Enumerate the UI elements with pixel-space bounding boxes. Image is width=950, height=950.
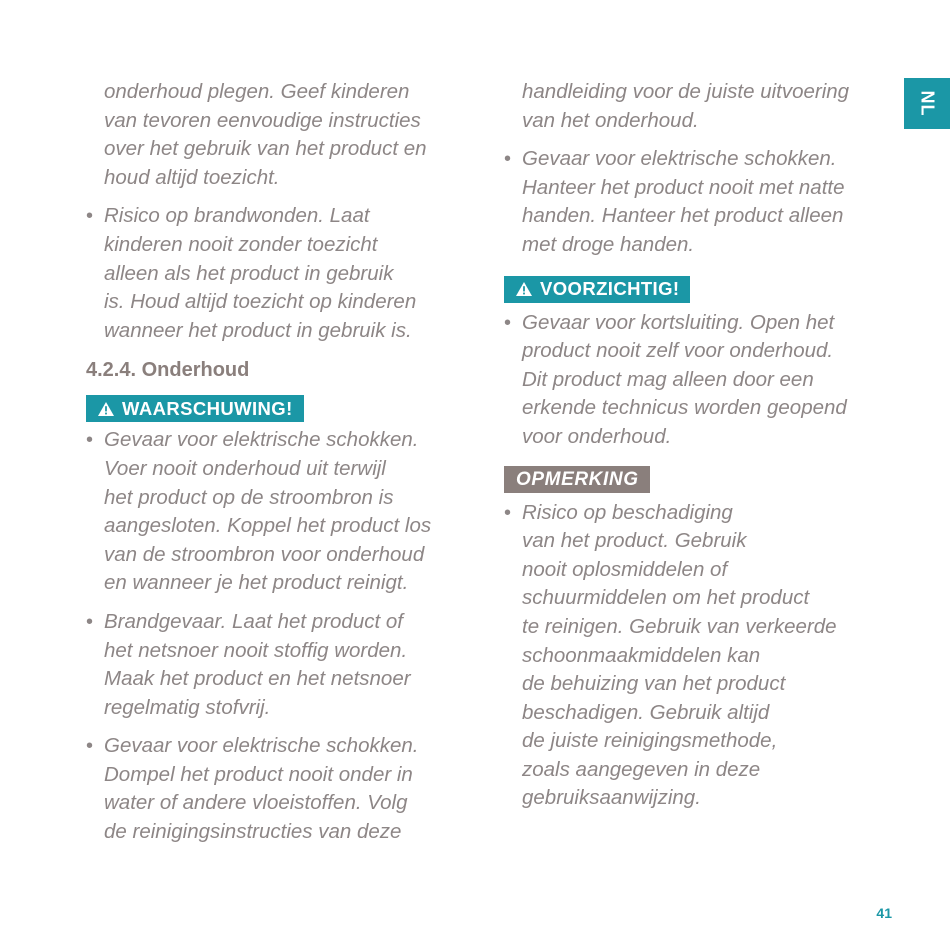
warning-label: WAARSCHUWING! xyxy=(122,397,293,419)
bullet-text: Risico op beschadiging van het product. Gebruik nooit oplosmiddelen of schuurmiddelen om het product te reinigen. Gebruik van verkeerde schoonmaakmiddelen kan de behuizing van het product beschadigen. Gebruik altijd de juiste reinigingsmethode, zoals aangegeven in deze gebruiksaanwijzing. xyxy=(522,500,837,810)
left-intro-paragraph: onderhoud plegen. Geef kinderen van tevoren eenvoudige instructies over het gebruik van het product en houd altijd toezicht. xyxy=(104,80,427,189)
list-item xyxy=(504,309,884,452)
language-label: NL xyxy=(917,90,938,117)
bullet-text: Gevaar voor elektrische schokken. Dompel het product nooit onder in water of andere vloeistoffen. Volg de reinigingsinstructies van deze xyxy=(104,734,419,844)
bullet-text: Brandgevaar. Laat het product of het netsnoer nooit stoffig worden. Maak het product en het netsnoer regelmatig stofvrij. xyxy=(104,609,411,719)
bullet-dot: • xyxy=(504,501,512,524)
bullet-dot: • xyxy=(86,205,94,228)
warning-badge xyxy=(86,395,304,422)
right-intro-paragraph: handleiding voor de juiste uitvoering van het onderhoud. xyxy=(522,80,850,132)
bullet-dot: • xyxy=(504,311,512,334)
list-item xyxy=(504,499,884,814)
list-item xyxy=(86,608,466,722)
bullet-text: Gevaar voor elektrische schokken. Hanteer het product nooit met natte handen. Hanteer het product alleen met droge handen. xyxy=(522,147,845,256)
bullet-dot: • xyxy=(86,610,94,633)
warning-icon xyxy=(98,402,114,416)
caution-label: VOORZICHTIG! xyxy=(540,278,680,300)
list-item xyxy=(86,202,466,345)
note-badge: OPMERKING xyxy=(504,466,650,493)
bullet-text: Gevaar voor kortsluiting. Open het product nooit zelf voor onderhoud. Dit product mag alleen door een erkende technicus worden geopend voor onderhoud. xyxy=(522,310,847,448)
language-tab xyxy=(904,78,950,129)
bullet-text: Risico op brandwonden. Laat kinderen nooit zonder toezicht alleen als het product in gebruik is. Houd altijd toezicht op kinderen wanneer het product in gebruik is. xyxy=(104,204,417,342)
right-column xyxy=(504,78,884,813)
section-heading: 4.2.4. Onderhoud xyxy=(86,359,250,382)
warning-icon xyxy=(516,282,532,296)
left-column xyxy=(86,78,466,847)
page-number: 41 xyxy=(876,905,892,921)
bullet-dot: • xyxy=(86,429,94,452)
bullet-dot: • xyxy=(86,735,94,758)
list-item xyxy=(504,145,884,259)
list-item xyxy=(86,426,466,598)
bullet-text: Gevaar voor elektrische schokken. Voer nooit onderhoud uit terwijl het product op de stroombron is aangesloten. Koppel het product los van de stroombron voor onderhoud en wanneer je het product reinigt. xyxy=(104,428,432,595)
caution-badge xyxy=(504,276,690,303)
bullet-dot: • xyxy=(504,148,512,171)
list-item xyxy=(86,732,466,846)
